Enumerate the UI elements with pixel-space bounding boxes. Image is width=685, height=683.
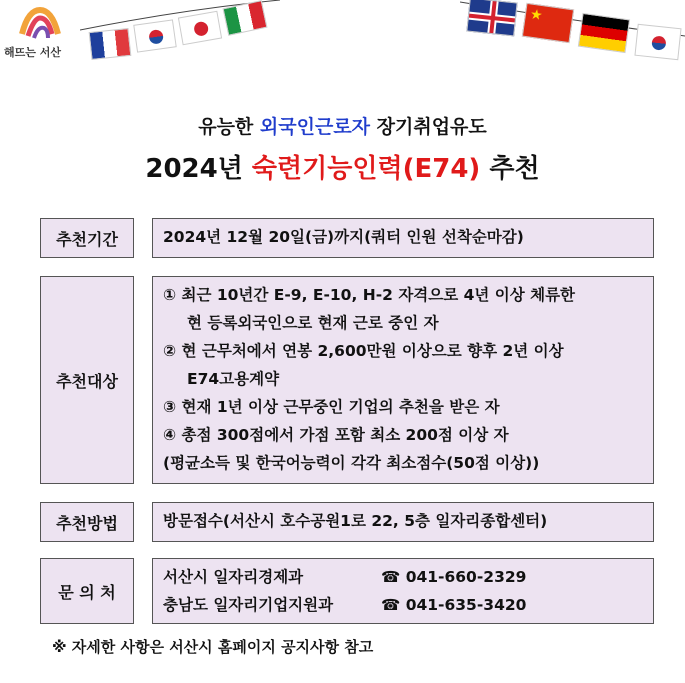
target-line-6: ④ 총점 300점에서 가점 포함 최소 200점 이상 자 xyxy=(163,426,509,444)
uk-flag-icon xyxy=(466,0,517,36)
germany-flag-icon xyxy=(578,13,630,53)
target-line-4: E74고용계약 xyxy=(187,370,280,388)
target-line-1: ① 최근 10년간 E-9, E-10, H-2 자격으로 4년 이상 체류한 xyxy=(163,286,576,304)
period-label: 추천기간 xyxy=(56,229,118,249)
france-flag-icon xyxy=(89,28,132,60)
contact-phone: ☎ 041-635-3420 xyxy=(381,596,527,614)
target-line-7: (평균소득 및 한국어능력이 각각 최소점수(50점 이상)) xyxy=(163,454,540,472)
method-text: 방문접수(서산시 호수공원1로 22, 5층 일자리종합센터) xyxy=(163,512,548,530)
contact-phone: ☎ 041-660-2329 xyxy=(381,568,527,586)
title-year: 2024년 xyxy=(145,154,252,184)
contact-content-box xyxy=(152,558,654,624)
target-label: 추천대상 xyxy=(56,371,118,391)
flag-bunting-left xyxy=(80,0,280,70)
subtitle xyxy=(0,112,685,139)
contact-org: 충남도 일자리기업지원과 xyxy=(163,596,334,614)
target-line-5: ③ 현재 1년 이상 근무중인 기업의 추천을 받은 자 xyxy=(163,398,500,416)
title-highlight: 숙련기능인력(E74) xyxy=(251,154,481,184)
target-line-2: 현 등록외국인으로 현재 근로 중인 자 xyxy=(187,314,439,332)
contact-label: 문 의 처 xyxy=(58,582,116,602)
period-content-box xyxy=(152,218,654,258)
target-content-box xyxy=(152,276,654,484)
subtitle-highlight: 외국인근로자 xyxy=(259,116,371,138)
period-text: 2024년 12월 20일(금)까지(쿼터 인원 선착순마감) xyxy=(163,228,524,246)
main-title xyxy=(0,148,685,185)
target-label-box xyxy=(40,276,134,484)
contact-org: 서산시 일자리경제과 xyxy=(163,568,304,586)
korea-flag-icon xyxy=(634,24,681,60)
method-label-box xyxy=(40,502,134,542)
contact-entry xyxy=(163,563,643,591)
footer-note: ※ 자세한 사항은 서산시 홈페이지 공지사항 참고 xyxy=(52,638,374,656)
korea-flag-icon xyxy=(133,19,177,52)
period-label-box xyxy=(40,218,134,258)
subtitle-suffix: 장기취업유도 xyxy=(370,116,487,138)
logo-text: 해뜨는 서산 xyxy=(4,46,61,59)
method-content-box xyxy=(152,502,654,542)
seosan-logo xyxy=(4,4,76,60)
contact-entry xyxy=(163,591,643,619)
sun-logo-icon xyxy=(18,4,62,44)
target-line-3: ② 현 근무처에서 연봉 2,600만원 이상으로 향후 2년 이상 xyxy=(163,342,564,360)
method-label: 추천방법 xyxy=(56,513,118,533)
flag-bunting-right xyxy=(460,0,685,70)
subtitle-prefix: 유능한 xyxy=(198,116,260,138)
contact-label-box xyxy=(40,558,134,624)
china-flag-icon: ★ xyxy=(522,3,574,43)
title-suffix: 추천 xyxy=(480,154,540,184)
